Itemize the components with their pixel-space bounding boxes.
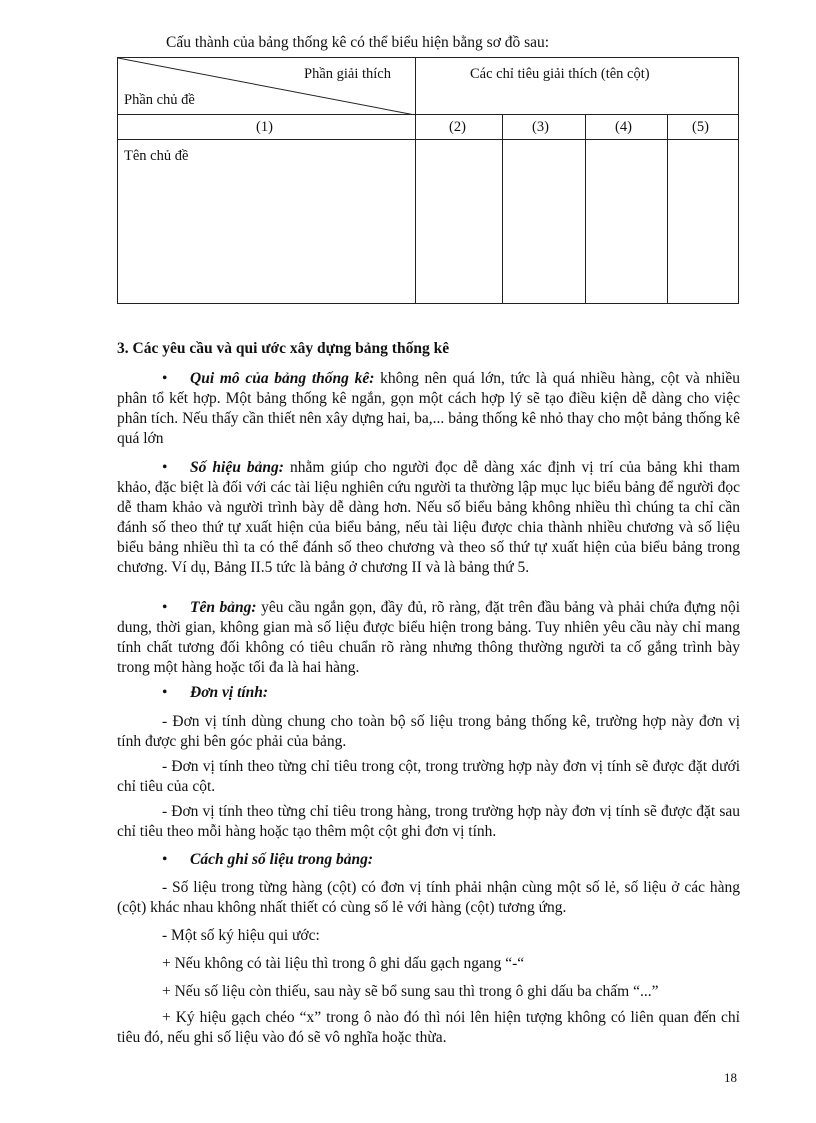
header-right-label: Các chỉ tiêu giải thích (tên cột): [470, 66, 650, 82]
bullet-icon: •: [162, 459, 168, 476]
bullet-icon: •: [162, 599, 168, 616]
bullet-scale: [117, 369, 740, 449]
number-row-divider: [118, 139, 738, 140]
bullet-term: Số hiệu bảng:: [190, 459, 284, 476]
bullet-unit: [117, 683, 740, 703]
col-number-5: (5): [692, 119, 709, 135]
col-divider-4: [667, 114, 668, 303]
unit-paragraph-text: - Đơn vị tính theo từng chỉ tiêu trong hàng, trong trường hợp này đơn vị tính sẽ được đặt sau chỉ tiêu theo mỗi hàng hoặc tạo thêm một cột ghi đơn vị tính.: [117, 803, 740, 840]
col-divider-1: [415, 58, 416, 303]
unit-paragraph-1: [117, 712, 740, 752]
col-number-4: (4): [615, 119, 632, 135]
unit-paragraph-2: [117, 757, 740, 797]
unit-paragraph-3: [117, 802, 740, 842]
section-heading: 3. Các yêu cầu và qui ước xây dựng bảng thống kê: [117, 340, 450, 357]
table-schema: [117, 57, 739, 304]
data-paragraph-1: [117, 878, 740, 918]
bullet-term: Cách ghi số liệu trong bảng:: [190, 851, 374, 868]
data-paragraph-5: [117, 1008, 740, 1048]
col-number-3: (3): [532, 119, 549, 135]
data-paragraph-text: - Số liệu trong từng hàng (cột) có đơn vị tính phải nhận cùng một số lẻ, số liệu ở các hàng (cột) khác nhau không nhất thiết có cùng số lẻ với hàng (cột) tương ứng.: [117, 879, 740, 916]
bullet-icon: •: [162, 370, 168, 387]
bullet-icon: •: [162, 851, 168, 868]
bullet-text: không nên quá lớn, tức là quá nhiều hàng, cột và nhiều phân tổ kết hợp. Một bảng thống kê ngắn, gọn một cách hợp lý sẽ tạo điều kiện dễ dàng cho việc phân tích. Nếu thấy cần thiết nên xây dựng hai, ba,... bảng thống kê nhỏ thay cho một bảng thống kê quá lớn: [117, 370, 741, 447]
col-number-1: (1): [256, 119, 273, 135]
data-paragraph-text: + Ký hiệu gạch chéo “x” trong ô nào đó thì nói lên hiện tượng không có liên quan đến chỉ tiêu đó, nếu ghi số liệu vào đó sẽ vô nghĩa hoặc thừa.: [117, 1009, 740, 1046]
bullet-icon: •: [162, 684, 168, 701]
bullet-text: nhằm giúp cho người đọc dễ dàng xác định vị trí của bảng khi tham khảo, đặc biệt là đối với các tài liệu nghiên cứu người ta thường lập mục lục biểu bảng để người đọc dễ tham khảo và người trình bày dễ dàng hơn. Nếu số biểu bảng không nhiều thì chúng ta chỉ cần đánh số theo thứ tự xuất hiện của biểu bảng, nếu tài liệu được chia thành nhiều chương và số liệu biểu bảng nhiều thì ta có thể đánh số theo chương và theo số thứ tự xuất hiện của biểu bảng trong chương. Ví dụ, Bảng II.5 tức là bảng ở chương II và là bảng thứ 5.: [117, 459, 740, 576]
col-divider-2: [502, 114, 503, 303]
bullet-text: yêu cầu ngắn gọn, đầy đủ, rõ ràng, đặt trên đầu bảng và phải chứa đựng nội dung, thời gian, không gian mà số liệu được biểu hiện trong bảng. Tuy nhiên yêu cầu này chỉ mang tính chất tương đối không có tiêu chuẩn rõ ràng nhưng thông thường người ta cố gắng trình bày trong một hàng hoặc tối đa là hai hàng.: [117, 599, 741, 676]
bullet-term: Qui mô của bảng thống kê:: [190, 370, 375, 387]
data-paragraph-4: [117, 982, 740, 1002]
bullet-table-name: [117, 598, 740, 678]
data-paragraph-text: + Nếu không có tài liệu thì trong ô ghi dấu gạch ngang “-“: [162, 955, 525, 972]
data-paragraph-2: [117, 926, 740, 946]
corner-top-label: Phần giải thích: [304, 66, 391, 82]
bullet-data-entry: [117, 850, 740, 870]
header-divider: [118, 114, 738, 115]
page-number: 18: [724, 1070, 737, 1085]
col-number-2: (2): [449, 119, 466, 135]
row-label: Tên chủ đề: [124, 148, 189, 164]
col-divider-3: [585, 114, 586, 303]
data-paragraph-3: [117, 954, 740, 974]
data-paragraph-text: - Một số ký hiệu qui ước:: [162, 927, 320, 944]
data-paragraph-text: + Nếu số liệu còn thiếu, sau này sẽ bổ sung sau thì trong ô ghi dấu ba chấm “...”: [162, 983, 659, 1000]
corner-bottom-label: Phần chủ đề: [124, 92, 195, 108]
unit-paragraph-text: - Đơn vị tính dùng chung cho toàn bộ số liệu trong bảng thống kê, trường hợp này đơn vị tính được ghi bên góc phải của bảng.: [117, 713, 740, 750]
schema-intro: Cấu thành của bảng thống kê có thể biểu hiện bằng sơ đồ sau:: [166, 34, 550, 51]
unit-paragraph-text: - Đơn vị tính theo từng chỉ tiêu trong cột, trong trường hợp này đơn vị tính sẽ được đặt dưới chỉ tiêu của cột.: [117, 758, 740, 795]
bullet-table-number: [117, 458, 740, 578]
bullet-term: Đơn vị tính:: [190, 684, 269, 701]
bullet-term: Tên bảng:: [190, 599, 257, 616]
